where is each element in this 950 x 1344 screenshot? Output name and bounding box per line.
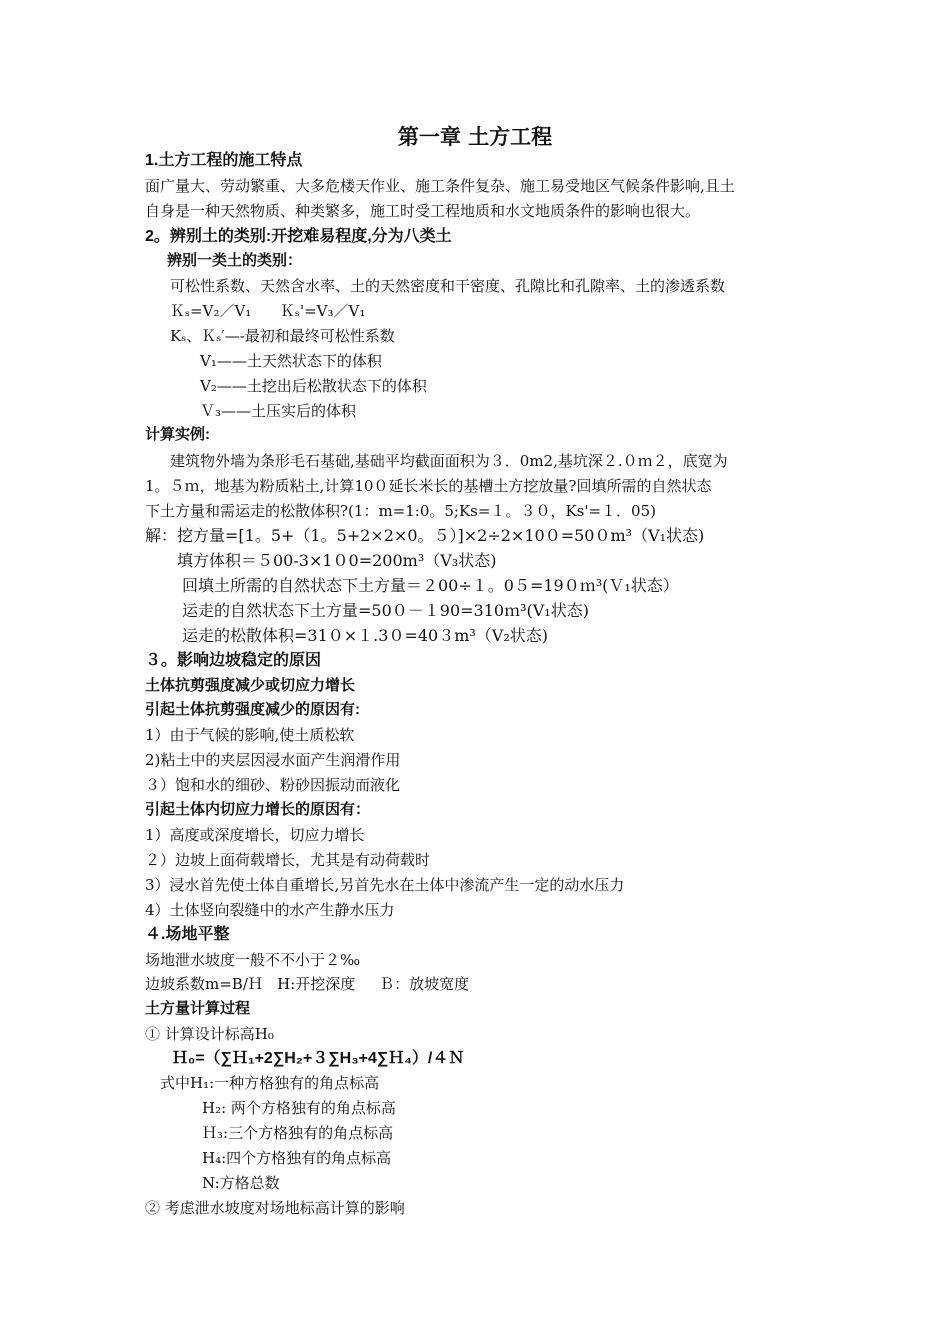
subheading: 土体抗剪强度减少或切应力增长 (145, 677, 356, 694)
paragraph-line: 边坡系数m=B/Ｈ H:开挖深度 Ｂ：放坡宽度 (145, 975, 470, 993)
subheading: 辨别一类土的类别： (167, 252, 303, 269)
list-item: 2)粘土中的夹层因浸水面产生润滑作用 (145, 751, 401, 769)
subheading: 引起土体内切应力增长的原因有： (145, 801, 371, 818)
paragraph-line: 自身是一种天然物质、种类繁多，施工时受工程地质和水文地质条件的影响也很大。 (145, 202, 701, 220)
formula-line: Ｈ₀=（∑Ｈ₁+2∑H₂+３∑H₃+4∑Ｈ₄）/４Ｎ (172, 1050, 465, 1067)
paragraph-line: 下土方量和需运走的松散体积?(1：m=1:0。5;Ks=１。３０，Ks'=１．05) (145, 502, 656, 520)
step-item: ② 考虑泄水坡度对场地标高计算的影响 (145, 1199, 405, 1217)
section-heading-2: 2。辨别土的类别:开挖难易程度,分为八类土 (145, 228, 452, 245)
solution-line: 运走的自然状态下土方量=50０－１90=310ｍ³(V₁状态) (182, 601, 589, 620)
definition-line: N:方格总数 (202, 1174, 280, 1192)
definition-line: Ｈ₃:三个方格独有的角点标高 (202, 1124, 394, 1142)
subheading: 土方量计算过程 (145, 1000, 251, 1017)
paragraph-line: 建筑物外墙为条形毛石基础,基础平均截面面积为３．0m2,基坑深２.０ｍ２，底宽为 (170, 452, 728, 470)
solution-line: 填方体积＝５00-3×1０0=200m³（V₃状态) (177, 551, 497, 570)
step-item: ① 计算设计标高H₀ (145, 1025, 274, 1043)
list-item: 1）由于气候的影响,使土质松软 (145, 726, 355, 744)
list-item: ２）边坡上面荷载增长，尤其是有动荷载时 (145, 851, 431, 869)
example-heading: 计算实例: (145, 426, 210, 443)
section-heading-1: 1.土方工程的施工特点 (145, 152, 303, 169)
subheading: 引起土体抗剪强度减少的原因有: (145, 701, 360, 718)
formula-line: Ｋₛ=V₂／V₁ Ｋₛ'=V₃／V₁ (170, 302, 366, 320)
paragraph-line: 1。５ｍ，地基为粉质粘土,计算10０延长米长的基槽土方挖放量?回填所需的自然状态 (145, 477, 712, 495)
section-heading-4: ４.场地平整 (145, 926, 230, 943)
definition-line: H₄:四个方格独有的角点标高 (202, 1149, 392, 1167)
section-heading-3: ３。影响边坡稳定的原因 (145, 652, 322, 669)
solution-line: 解：挖方量=[1。5+（1。5+2×2×0。５）]×2÷2×10０=50０m³（V₁状态) (145, 526, 705, 545)
list-item: 3）浸水首先使土体自重增长,另首先水在土体中渗流产生一定的动水压力 (145, 876, 625, 894)
paragraph-line: 面广量大、劳动繁重、大多危楼天作业、施工条件复杂、施工易受地区气候条件影响,且土 (145, 177, 735, 195)
solution-line: 运走的松散体积=31０×１.3０=40３m³（V₂状态) (182, 626, 549, 645)
paragraph-line: 可松性系数、天然含水率、土的天然密度和干密度、孔隙比和孔隙率、土的渗透系数 (170, 277, 726, 295)
solution-line: 回填土所需的自然状态下土方量＝２00÷１。0５=19０ｍ³(Ｖ₁状态） (182, 576, 679, 595)
definition-line: Kₛ、Ｋₛ′—-最初和最终可松性系数 (170, 327, 395, 345)
list-item: 4）土体竖向裂缝中的水产生静水压力 (145, 901, 395, 919)
definition-line: Ｖ₃——土压实后的体积 (200, 402, 357, 420)
list-item: ３）饱和水的细砂、粉砂因振动而液化 (145, 776, 401, 794)
definition-line: 式中H₁:一种方格独有的角点标高 (160, 1074, 380, 1092)
page-title: 第一章 土方工程 (397, 124, 553, 149)
paragraph-line: 场地泄水坡度一般不不小于２‰ (145, 951, 361, 969)
definition-line: V₁——土天然状态下的体积 (200, 352, 382, 370)
definition-line: H₂: 两个方格独有的角点标高 (202, 1099, 396, 1117)
definition-line: V₂——土挖出后松散状态下的体积 (200, 377, 427, 395)
list-item: 1）高度或深度增长，切应力增长 (145, 826, 365, 844)
